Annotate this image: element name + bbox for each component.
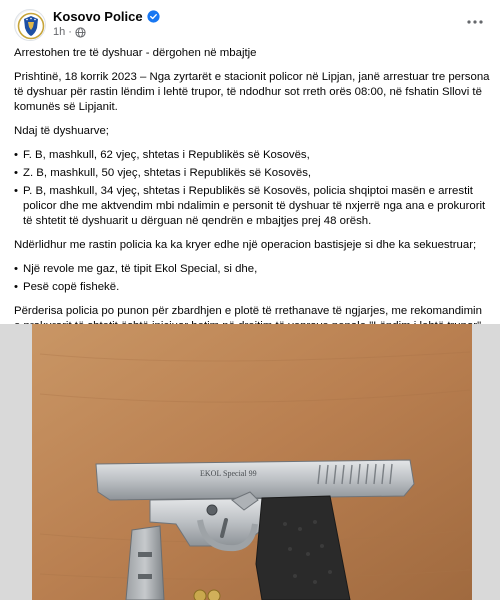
globe-icon <box>75 27 86 38</box>
verified-badge-icon <box>147 10 160 23</box>
police-emblem-icon <box>15 10 46 41</box>
suspects-list <box>14 148 490 229</box>
seized-pistol-image <box>0 324 500 600</box>
list-item: • F. B, mashkull, 62 vjeç, shtetas i Republikës së Kosovës, <box>14 148 490 163</box>
list-item: • Pesë copë fishekë. <box>14 280 490 295</box>
meta-separator-icon: · <box>68 26 72 38</box>
more-options-button[interactable] <box>464 14 486 30</box>
post-title: Arrestohen tre të dyshuar - dërgohen në mbajtje <box>14 47 257 59</box>
closing-text: Përderisa policia po punon për zbardhjen e plotë të rrethanave të ngjarjes, me rekomandimin <box>14 305 482 317</box>
post-meta <box>53 26 86 38</box>
more-dots-icon <box>467 20 483 24</box>
post-header <box>0 0 500 46</box>
post-text <box>14 46 490 358</box>
seized-items-list <box>14 262 490 295</box>
engraving-text: EKOL Special 99 <box>200 469 257 478</box>
post-time[interactable]: 1h <box>53 26 66 38</box>
list-item: • Një revole me gaz, të tipit Ekol Special, si dhe, <box>14 262 490 277</box>
page-avatar[interactable] <box>14 9 46 41</box>
suspects-heading: Ndaj të dyshuarve; <box>14 125 109 137</box>
page-name[interactable]: Kosovo Police <box>53 9 143 24</box>
post-intro: Prishtinë, 18 korrik 2023 – Nga zyrtarët e stacionit policor në Lipjan, janë arrestuar tre persona të dyshuar për rastin lëndim i lehtë trupor, të ndodhur sot rreth orës 08:00, në fshatin Sllovi të komunës së Lipjanit. <box>14 71 490 113</box>
operation-text: Ndërlidhur me rastin policia ka ka kryer edhe një operacion bastisjeje si dhe ka sekuestruar; <box>14 239 477 251</box>
list-item: • P. B, mashkull, 34 vjeç, shtetas i Republikës së Kosovës, policia shqiptoi masën e arrestit policor dhe me aktvendim mbi ndalimin e personit të dyshuar të nxjerrë nga ana e prokurorit të shtetit të dyshuarit u dërguan në qendrën e mbajtjes prej 48 orësh. <box>14 184 490 229</box>
list-item: • Z. B, mashkull, 50 vjeç, shtetas i Republikës së Kosovës, <box>14 166 490 181</box>
post-photo[interactable] <box>0 324 500 600</box>
page-name-link[interactable] <box>53 9 160 24</box>
